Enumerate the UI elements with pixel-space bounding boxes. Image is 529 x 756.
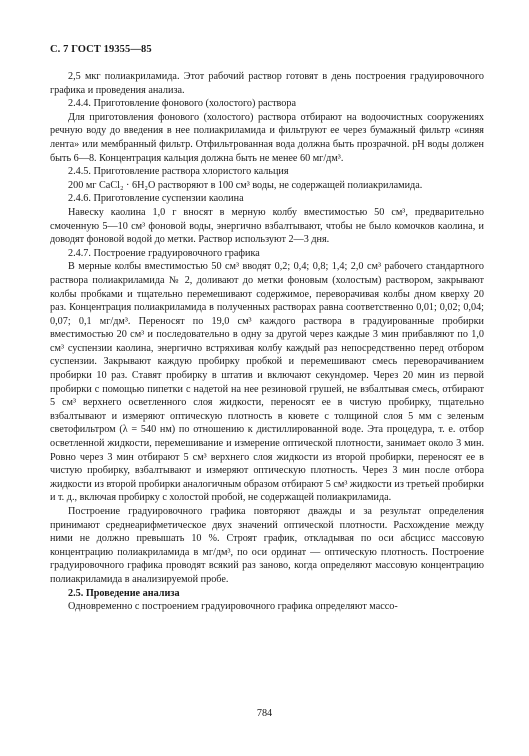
paragraph: В мерные колбы вместимостью 50 см³ вводят 0,2; 0,4; 0,8; 1,4; 2,0 см³ рабочего стандартного раствора полиакриламида № 2, доливают до метки фоновым (холостым) раствором, закрывают колбы пробками и тщательно перемешивают содержимое, переворачивая колбы дном кверху 20 раз. Концентрация полиакриламида в полученных растворах равна соответственно 0,01; 0,02; 0,04; 0,07; 0,1 мг/дм³. Переносят по 19,0 см³ каждого раствора в градуированные пробирки вместимостью 20 см³ и последовательно в одну за другой через каждые 3 мин прибавляют по 1,0 см³ суспензии каолина, энергично встряхивая колбу каждый раз непосредственно перед отбором суспензии. Закрывают каждую пробирку пробкой и перемешивают смесь переворачиванием пробирки 10 раз. Ставят пробирку в штатив и включают секундомер. Через 20 мин из первой пробирки с помощью пипетки с надетой на нее резиновой грушей, не взбалтывая смесь, отбирают 5 см³ верхнего осветленного слоя жидкости, переносят ее в чистую пробирку, тщательно взбалтывают и измеряют оптическую плотность в кювете с толщиной слоя 5 мм с зеленым светофильтром (λ = 540 нм) по отношению к дистиллированной воде. Эта процедура, т. е. отбор осветленной жидкости, перемешивание и измерение оптической плотности, занимает около 3 мин. Ровно через 3 мин отбирают 5 см³ верхнего слоя жидкости из второй пробирки, переносят ее в чистую пробирку, взбалтывают и измеряют оптическую плотность. Через 3 мин после отбора жидкости из второй пробирки аналогичным образом отбирают 5 см³ жидкости из третьей пробирки и т. д., включая пробирку с холостой пробой, не содержащей полиакриламида. [50,261,484,504]
section-heading-bold: 2.5. Проведение анализа [68,587,180,599]
paragraph: 200 мг CaCl₂ · 6H₂O растворяют в 100 см³ воды, не содержащей полиакриламида. [68,179,423,191]
paragraph: Навеску каолина 1,0 г вносят в мерную колбу вместимостью 50 см³, предварительно смоченную 5—10 см³ фоновой воды, энергично взбалтывают, чтобы не было комочков каолина, и доводят фоновой водой до метки. Раствор используют 2—3 дня. [50,206,484,246]
document-body [50,70,484,614]
paragraph: Для приготовления фонового (холостого) раствора отбирают на водоочистных сооружениях речную воду до введения в нее полиакриламида и фильтруют ее через бумажный фильтр «синяя лента» или мембранный фильтр. Отфильтрованная вода должна быть прозрачной. pH воды должен быть 6—8. Концентрация кальция должна быть не менее 60 мг/дм³. [50,111,484,164]
section-heading: 2.4.6. Приготовление суспензии каолина [68,193,244,205]
page-number: 784 [256,708,273,719]
paragraph: Построение градуировочного графика повторяют дважды и за результат определения принимают среднеарифметическое двух значений оптической плотности. Расхождение между ними не должно превышать 10 %. Строят график, откладывая по оси абсцисс массовую концентрацию полиакриламида в мг/дм³, по оси ординат — оптическую плотность. Построение градуировочного графика проводят всякий раз заново, когда определяют массовую концентрацию полиакриламида в анализируемой пробе. [50,506,484,585]
section-heading: 2.4.4. Приготовление фонового (холостого) раствора [68,98,296,110]
section-heading: 2.4.5. Приготовление раствора хлористого кальция [68,166,289,178]
paragraph: Одновременно с построением градуировочного графика определяют массо- [68,601,398,613]
paragraph: 2,5 мкг полиакриламида. Этот рабочий раствор готовят в день построения градуировочного графика и проведения анализа. [50,71,484,96]
section-heading: 2.4.7. Построение градуировочного графика [68,247,260,259]
page-header: С. 7 ГОСТ 19355—85 [50,44,152,55]
